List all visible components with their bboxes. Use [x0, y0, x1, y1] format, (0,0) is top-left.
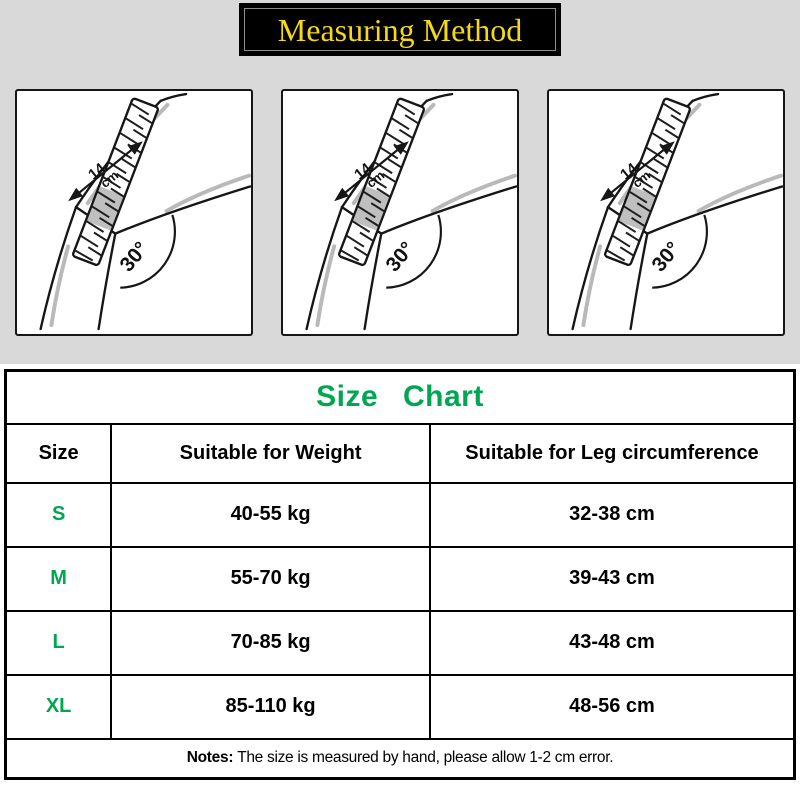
leg-value: 32-38 cm	[430, 483, 795, 547]
notes-label: Notes:	[186, 749, 234, 767]
weight-value: 40-55 kg	[111, 483, 430, 547]
leg-value: 39-43 cm	[430, 547, 795, 611]
measuring-diagram-2	[281, 89, 519, 336]
table-row-s	[6, 483, 795, 547]
size-value: XL	[6, 675, 112, 739]
size-chart-title: Size Chart	[316, 380, 484, 414]
table-header-row	[6, 424, 795, 483]
diagram-row	[0, 89, 800, 336]
leg-value: 43-48 cm	[430, 611, 795, 675]
column-header-size: Size	[6, 424, 112, 483]
size-value: S	[6, 483, 112, 547]
table-row-m	[6, 547, 795, 611]
banner-title: Measuring Method	[277, 11, 523, 48]
column-header-weight: Suitable for Weight	[111, 424, 430, 483]
leg-measure-illustration	[17, 91, 251, 334]
leg-value: 48-56 cm	[430, 675, 795, 739]
weight-value: 85-110 kg	[111, 675, 430, 739]
column-header-leg-circumference: Suitable for Leg circumference	[430, 424, 795, 483]
size-value: L	[6, 611, 112, 675]
leg-measure-illustration	[549, 91, 783, 334]
banner	[239, 3, 561, 56]
table-row-xl	[6, 675, 795, 739]
size-chart-section	[0, 364, 800, 780]
chart-title-row	[6, 371, 795, 424]
size-chart-table	[4, 369, 796, 780]
measuring-method-section	[0, 0, 800, 364]
weight-value: 55-70 kg	[111, 547, 430, 611]
notes-row	[6, 739, 795, 779]
measuring-diagram-1	[15, 89, 253, 336]
table-row-l	[6, 611, 795, 675]
measuring-diagram-3	[547, 89, 785, 336]
size-value: M	[6, 547, 112, 611]
leg-measure-illustration	[283, 91, 517, 334]
weight-value: 70-85 kg	[111, 611, 430, 675]
banner-frame	[244, 8, 556, 51]
notes-text: The size is measured by hand, please allow 1-2 cm error.	[237, 749, 614, 767]
